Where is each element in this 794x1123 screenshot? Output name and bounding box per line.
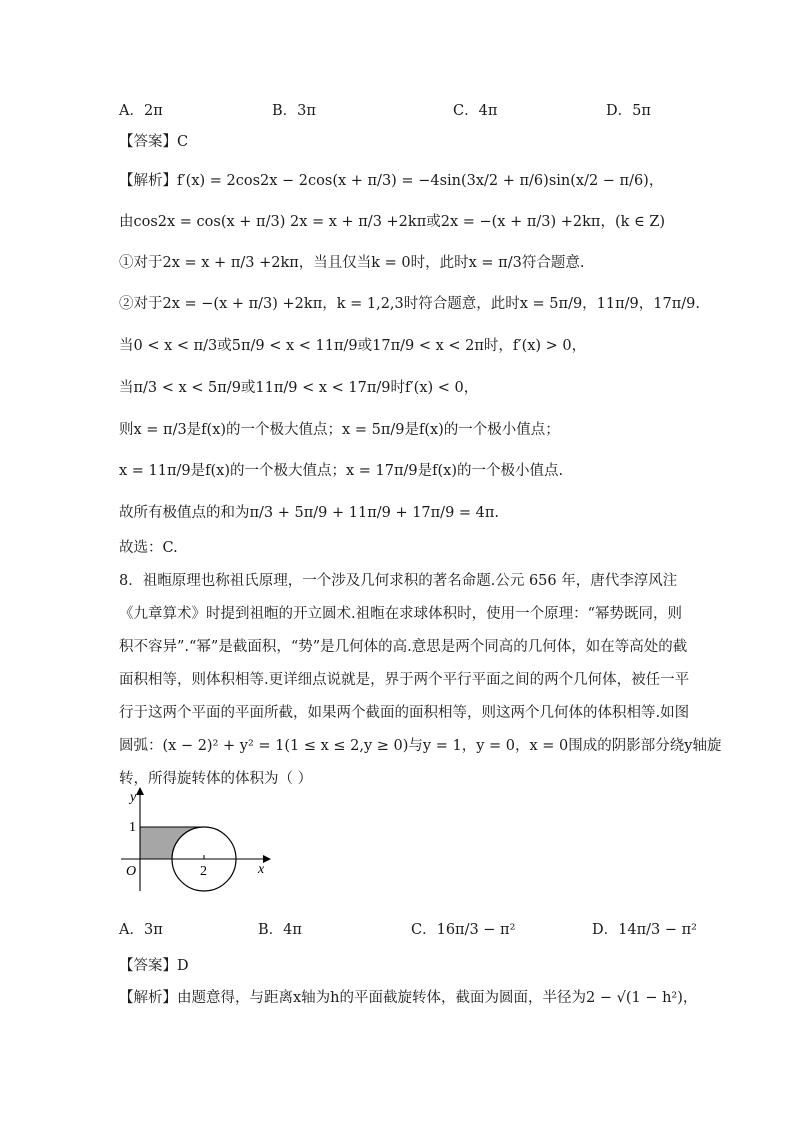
q8-option-b: B．4π xyxy=(258,922,302,938)
q8-option-c: C．16π/3 − π² xyxy=(411,922,516,938)
q8-stem-line-3: 积不容异”.“幂”是截面积，“势”是几何体的高.意思是两个同高的几何体，如在等高处的截 xyxy=(119,639,688,655)
q8-stem-line-1: 8．祖暅原理也称祖氏原理，一个涉及几何求积的著名命题.公元 656 年，唐代李淳风注 xyxy=(119,573,678,589)
q7-analysis-line-10: 故选：C. xyxy=(119,540,178,556)
q8-stem xyxy=(119,565,722,796)
q8-answer: 【答案】D xyxy=(119,958,189,974)
q7-option-b: B．3π xyxy=(272,103,316,119)
q8-analysis: 【解析】由题意得，与距离x轴为h的平面截旋转体，截面为圆面，半径为2 − √(1 − h²)， xyxy=(119,990,698,1006)
x-tick-label-2: 2 xyxy=(200,864,207,879)
q7-analysis-line-7: 则x = π/3是f(x)的一个极大值点；x = 5π/9是f(x)的一个极小值点； xyxy=(119,422,560,438)
origin-label: O xyxy=(126,864,137,879)
q8-stem-line-5: 行于这两个平面的平面所截，如果两个截面的面积相等，则这两个几何体的体积相等.如图 xyxy=(119,705,690,721)
q8-stem-line-4: 面积相等，则体积相等.更详细点说就是，界于两个平行平面之间的两个几何体，被任一平 xyxy=(119,672,690,688)
q7-analysis-line-4: ②对于2x = −(x + π/3) +2kπ，k = 1,2,3时符合题意，此时x = 5π/9，11π/9，17π/9. xyxy=(119,296,700,312)
q7-analysis-line-9: 故所有极值点的和为π/3 + 5π/9 + 11π/9 + 17π/9 = 4π. xyxy=(119,505,500,521)
q7-analysis-line-3: ①对于2x = x + π/3 +2kπ，当且仅当k = 0时，此时x = π/3符合题意. xyxy=(119,255,585,271)
q7-option-a: A．2π xyxy=(119,103,163,119)
q8-stem-line-6: 圆弧：(x − 2)² + y² = 1(1 ≤ x ≤ 2,y ≥ 0)与y = 1，y = 0，x = 0围成的阴影部分绕y轴旋 xyxy=(119,738,722,754)
q7-analysis-line-1: 【解析】f′(x) = 2cos2x − 2cos(x + π/3) = −4sin(3x/2 + π/6)sin(x/2 − π/6)， xyxy=(119,173,664,189)
y-axis-label: y xyxy=(130,790,137,805)
q8-stem-line-2: 《九章算术》时提到祖暅的开立圆术.祖暅在求球体积时，使用一个原理：“幂势既同，则 xyxy=(119,606,683,622)
x-axis-label: x xyxy=(258,862,265,877)
q8-option-d: D．14π/3 − π² xyxy=(592,922,697,938)
q8-stem-line-7: 转，所得旋转体的体积为（ ） xyxy=(119,771,313,787)
q7-analysis-line-5: 当0 < x < π/3或5π/9 < x < 11π/9或17π/9 < x < 2π时，f′(x) > 0， xyxy=(119,338,587,354)
y-axis-arrow xyxy=(136,787,144,795)
q7-analysis-line-8: x = 11π/9是f(x)的一个极大值点；x = 17π/9是f(x)的一个极小值点. xyxy=(119,463,564,479)
q8-option-a: A．3π xyxy=(119,922,163,938)
q7-analysis-line-6: 当π/3 < x < 5π/9或11π/9 < x < 17π/9时f′(x) < 0， xyxy=(119,380,479,396)
q7-answer: 【答案】C xyxy=(119,134,189,150)
y-tick-label-1: 1 xyxy=(129,820,136,835)
q7-option-c: C．4π xyxy=(453,103,498,119)
q8-figure xyxy=(117,783,277,893)
q7-option-d: D．5π xyxy=(606,103,651,119)
q7-analysis-line-2: 由cos2x = cos(x + π/3) 2x = x + π/3 +2kπ或2x = −(x + π/3) +2kπ，(k ∈ Z) xyxy=(119,214,666,230)
